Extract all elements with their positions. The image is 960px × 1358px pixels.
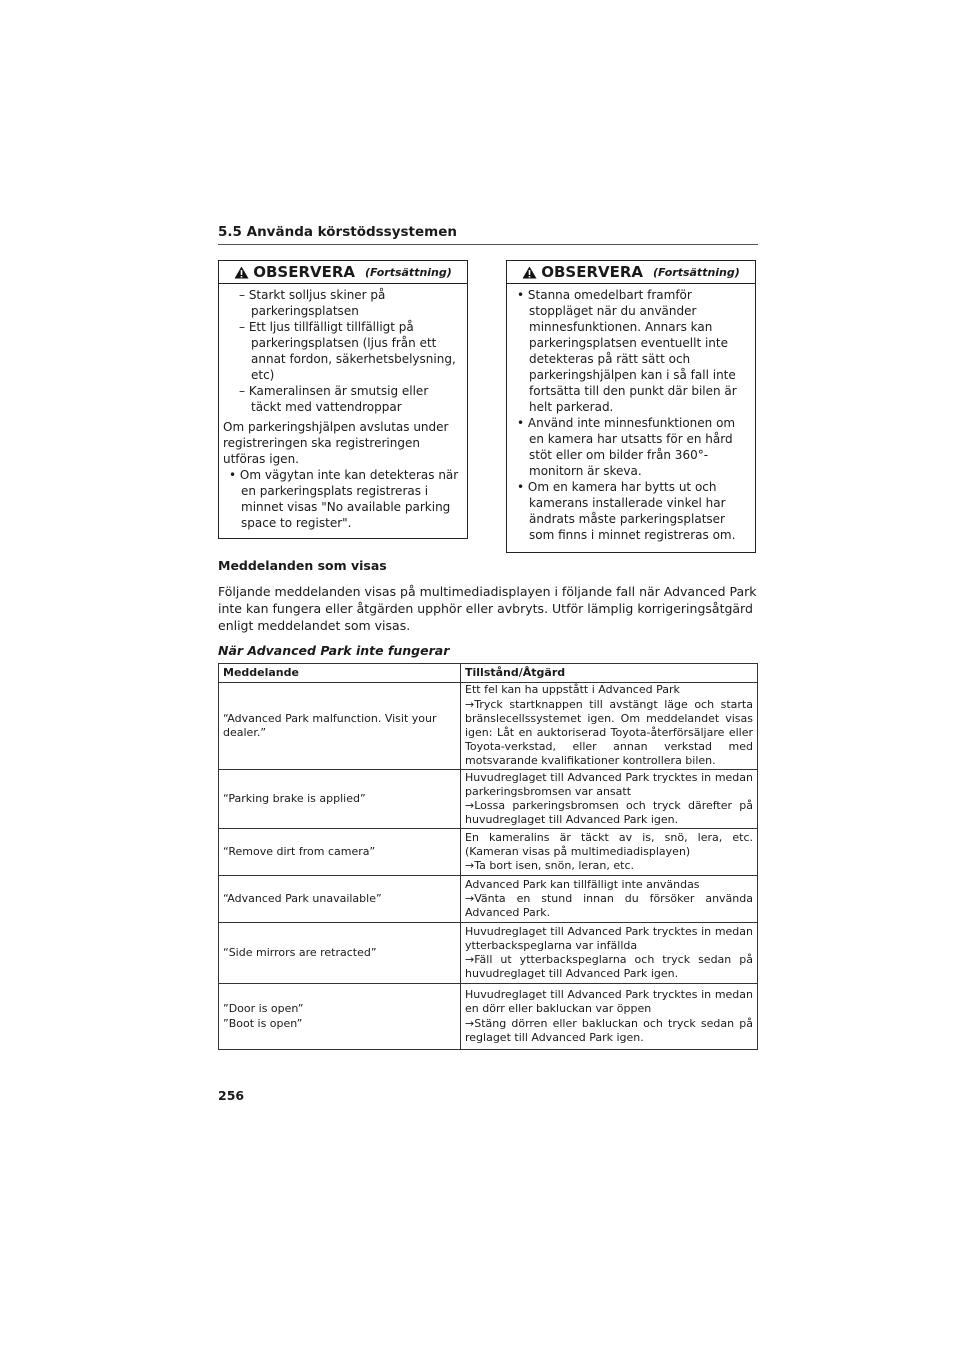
arrow-icon: →	[465, 953, 475, 966]
condition-cell	[461, 876, 758, 923]
message-cell: “Side mirrors are retracted”	[219, 923, 461, 984]
table-row	[219, 984, 758, 1050]
warning-title: OBSERVERA	[253, 263, 356, 281]
dash-item: – Kameralinsen är smutsig eller täckt med vattendroppar	[239, 384, 429, 414]
action-text	[465, 799, 753, 827]
condition-text: Ett fel kan ha uppstått i Advanced Park	[465, 683, 680, 697]
warning-body	[219, 284, 467, 531]
condition-text: Huvudreglaget till Advanced Park trycktes in medan ytterbackspeglarna var infällda	[465, 924, 753, 952]
arrow-icon: →	[465, 1016, 475, 1030]
messages-table	[218, 663, 758, 1050]
dash-item: – Ett ljus tillfälligt tillfälligt på parkeringsplatsen (ljus från ett annat fordon, säkerhetsbelysning, etc)	[239, 320, 456, 382]
arrow-icon: →	[465, 859, 475, 873]
action-text	[465, 892, 753, 920]
bullet-item: • Stanna omedelbart framför stoppläget när du använder minnesfunktionen. Annars kan parkeringsplatsen eventuellt inte detekteras på rätt sätt och parkeringshjälpen kan i så fall inte fortsätta till den punkt där bilen är helt parkerad.	[517, 288, 737, 414]
column-header-message: Meddelande	[219, 664, 461, 683]
bullet-item: • Om en kamera har bytts ut och kamerans installerade vinkel har ändrats måste parkeringsplatser som finns i minnet registreras om.	[517, 480, 736, 542]
bullet-item: • Använd inte minnesfunktionen om en kamera har utsatts för en hård stöt eller om bilder från 360°-monitorn är skeva.	[517, 416, 736, 478]
message-cell: “Parking brake is applied”	[219, 770, 461, 829]
table-row	[219, 829, 758, 876]
warning-body	[507, 284, 755, 543]
condition-cell	[461, 829, 758, 876]
action-label: Fäll ut ytterbackspeglarna och tryck sedan på huvudreglaget till Advanced Park igen.	[465, 953, 753, 981]
table-row	[219, 923, 758, 984]
warning-box-right	[506, 260, 756, 553]
dash-item: – Starkt solljus skiner på parkeringsplatsen	[239, 288, 386, 318]
warning-subtitle: (Fortsättning)	[365, 265, 452, 279]
section-header: 5.5 Använda körstödssystemen	[218, 224, 758, 245]
condition-text: Huvudreglaget till Advanced Park trycktes in medan parkeringsbromsen var ansatt	[465, 770, 753, 798]
condition-text: En kameralins är täckt av is, snö, lera, etc. (Kameran visas på multimediadisplayen)	[465, 830, 753, 858]
arrow-icon: →	[465, 891, 475, 905]
messages-title: Meddelanden som visas	[218, 558, 387, 573]
action-label: Tryck startknappen till avstängt läge och starta bränslecellssystemet igen. Om meddelandet visas igen: Låt en auktoriserad Toyota-återförsäljare eller Toyota-verkstad, eller annan verkstad med motsvarande kvalifikationer kontrollera bilen.	[465, 697, 753, 768]
table-row	[219, 876, 758, 923]
table-row	[219, 770, 758, 829]
condition-cell	[461, 923, 758, 984]
condition-text: Huvudreglaget till Advanced Park trycktes in medan en dörr eller bakluckan var öppen	[465, 988, 753, 1016]
action-label: Vänta en stund innan du försöker använda Advanced Park.	[465, 891, 753, 920]
action-label: Ta bort isen, snön, leran, etc.	[474, 859, 634, 873]
warning-title: OBSERVERA	[541, 263, 644, 281]
message-cell: “Remove dirt from camera”	[219, 829, 461, 876]
action-text	[465, 953, 753, 981]
condition-cell	[461, 683, 758, 770]
condition-text: Advanced Park kan tillfälligt inte användas	[465, 877, 700, 891]
action-text	[465, 859, 753, 873]
warning-paragraph: Om parkeringshjälpen avslutas under registreringen ska registreringen utföras igen.	[223, 420, 449, 466]
action-label: Lossa parkeringsbromsen och tryck därefter på huvudreglaget till Advanced Park igen.	[465, 799, 753, 827]
warning-subtitle: (Fortsättning)	[653, 265, 740, 279]
table-row	[219, 683, 758, 770]
column-header-condition: Tillstånd/Åtgärd	[461, 664, 758, 683]
bullet-item: • Om vägytan inte kan detekteras när en parkeringsplats registreras i minnet visas "No available parking space to register".	[229, 468, 459, 530]
table-title: När Advanced Park inte fungerar	[218, 643, 450, 658]
message-cell: “Advanced Park unavailable”	[219, 876, 461, 923]
condition-cell	[461, 984, 758, 1050]
action-text	[465, 698, 753, 769]
warning-box-left	[218, 260, 468, 539]
warning-header	[219, 261, 467, 284]
message-cell: ”Door is open” ”Boot is open”	[219, 984, 461, 1050]
condition-cell	[461, 770, 758, 829]
arrow-icon: →	[465, 697, 475, 711]
arrow-icon: →	[465, 799, 475, 812]
warning-triangle-icon	[234, 266, 249, 279]
table-header-row	[219, 664, 758, 683]
warning-header	[507, 261, 755, 284]
message-cell: “Advanced Park malfunction. Visit your dealer.”	[219, 683, 461, 770]
page-number: 256	[218, 1088, 245, 1103]
warning-triangle-icon	[522, 266, 537, 279]
action-text	[465, 1017, 753, 1045]
action-label: Stäng dörren eller bakluckan och tryck sedan på reglaget till Advanced Park igen.	[465, 1016, 753, 1044]
messages-intro: Följande meddelanden visas på multimediadisplayen i följande fall när Advanced Park inte kan fungera eller åtgärden upphör eller avbryts. Utför lämplig korrigeringsåtgärd enligt meddelandet som visas.	[218, 584, 757, 633]
